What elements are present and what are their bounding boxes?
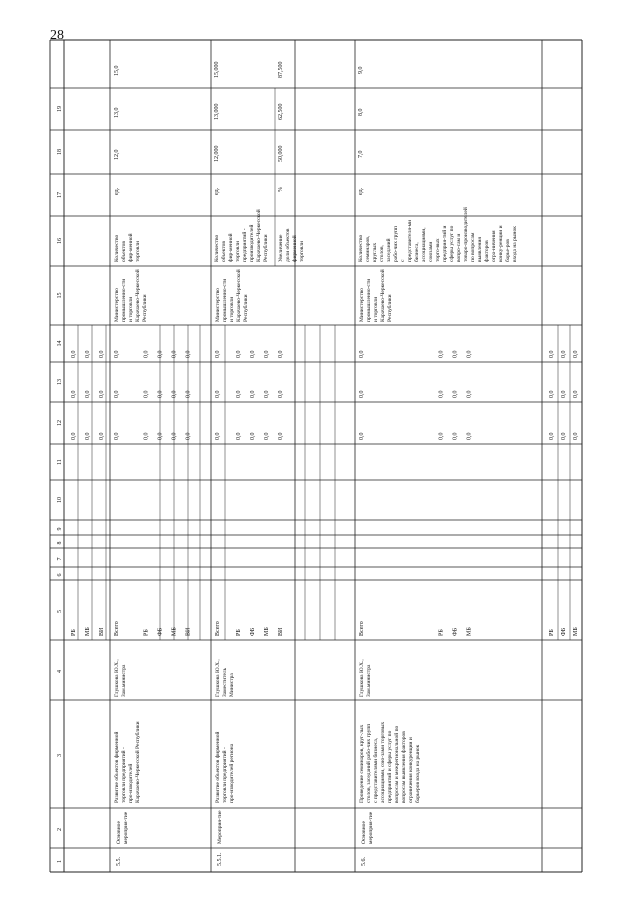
value-zero: 0,0 [452, 390, 459, 398]
source-code: ВИ [278, 627, 284, 636]
target-value: 13,0 [114, 107, 120, 118]
value-zero: 0,0 [573, 350, 579, 358]
column-number: 1 [57, 860, 63, 863]
source-code: Всего [215, 621, 221, 636]
value-zero: 0,0 [278, 432, 284, 440]
value-zero: 0,0 [114, 432, 120, 440]
column-number: 10 [57, 497, 63, 503]
source-code: РБ [549, 629, 555, 636]
value-zero: 0,0 [573, 390, 579, 398]
source-code: ФБ [561, 627, 567, 636]
value-zero: 0,0 [561, 350, 567, 358]
column-number: 9 [57, 527, 63, 531]
column-number: 11 [57, 459, 63, 465]
value-zero: 0,0 [143, 390, 150, 398]
target-value: 13,000 [214, 103, 220, 120]
unit: ед. [114, 187, 120, 195]
target-value: 12,000 [214, 145, 220, 162]
value-zero: 0,0 [250, 432, 256, 440]
source-code: ВИ [99, 627, 105, 636]
column-number: 19 [57, 106, 63, 112]
value-zero: 0,0 [561, 390, 567, 398]
source-code: ФБ [452, 627, 459, 636]
source-code: МБ [171, 627, 178, 636]
source-code: Всего [114, 621, 120, 636]
value-zero: 0,0 [452, 432, 459, 440]
value-zero: 0,0 [264, 432, 270, 440]
value-zero: 0,0 [236, 350, 242, 358]
value-zero: 0,0 [438, 390, 445, 398]
value-zero: 0,0 [99, 432, 105, 440]
row-title: Развитие объектов фирменнойторговли предприятий -про-изводителейКарачаево-Черкесской Республики [114, 721, 141, 803]
value-zero: 0,0 [264, 350, 270, 358]
value-zero: 0,0 [185, 390, 192, 398]
value-zero: 0,0 [359, 350, 365, 358]
unit: ед. [214, 187, 220, 195]
source-code: РБ [438, 629, 445, 636]
column-number: 8 [57, 541, 63, 545]
value-zero: 0,0 [99, 350, 105, 358]
value-zero: 0,0 [171, 432, 178, 440]
target-value: 87,500 [278, 61, 284, 78]
row-kind: Основноемероприя-тие [361, 811, 374, 844]
indicator: Количествообъектовфир-меннойторговлипредприятий -производителейКарачаево-ЧеркесскойРеспублики [214, 209, 269, 262]
target-value: 15,000 [214, 61, 220, 78]
value-zero: 0,0 [71, 350, 77, 358]
target-value: 9,0 [358, 66, 364, 74]
value-zero: 0,0 [438, 432, 445, 440]
source-code: Всего [359, 621, 365, 636]
value-zero: 0,0 [250, 390, 256, 398]
row-executor: Министерствопромышленно-стии торговлиКарачаево-ЧеркесскойРеспублики [215, 269, 249, 322]
column-number: 2 [57, 828, 63, 831]
target-value: 12,0 [114, 149, 120, 160]
table-grid [50, 40, 582, 872]
column-number: 16 [57, 238, 63, 244]
unit: ед. [358, 187, 364, 195]
column-number: 12 [57, 420, 63, 426]
row-code: 5.5. [116, 857, 122, 866]
target-value: 50,000 [278, 145, 284, 162]
column-number: 4 [57, 670, 63, 673]
value-zero: 0,0 [171, 350, 178, 358]
value-zero: 0,0 [143, 432, 150, 440]
row-code: 5.6. [361, 857, 367, 866]
value-zero: 0,0 [264, 390, 270, 398]
value-zero: 0,0 [466, 390, 473, 398]
value-zero: 0,0 [114, 390, 120, 398]
target-value: 8,0 [358, 108, 364, 116]
row-kind: Мероприя-тие [217, 810, 223, 844]
table-text [57, 62, 579, 867]
value-zero: 0,0 [171, 390, 178, 398]
target-value: 62,500 [278, 103, 284, 120]
row-responsible: Глушкова Ю.Х.,Зам.министра [114, 659, 127, 697]
source-code: МБ [264, 627, 270, 636]
value-zero: 0,0 [549, 350, 555, 358]
source-code: РБ [143, 629, 150, 636]
row-responsible: Глушкова Ю.Х.,Зам.министра [359, 659, 372, 697]
value-zero: 0,0 [157, 350, 164, 358]
indicator: Количествообъектовфир-меннойторговли [114, 233, 141, 262]
unit: % [278, 187, 284, 192]
source-code: МБ [85, 627, 91, 636]
row-responsible: Глушкова Ю.Х.,ЗаместительМинистра [215, 659, 235, 697]
column-number: 7 [57, 557, 63, 561]
value-zero: 0,0 [215, 390, 221, 398]
value-zero: 0,0 [236, 390, 242, 398]
value-zero: 0,0 [466, 432, 473, 440]
value-zero: 0,0 [99, 390, 105, 398]
value-zero: 0,0 [71, 432, 77, 440]
source-code: МБ [466, 627, 473, 636]
column-number: 15 [57, 292, 63, 299]
value-zero: 0,0 [185, 350, 192, 358]
row-title: Проведение семинаров, круг-лыхстолов, заседаний рабо-чих группс представителями бизнеса,ассоциациями, сою-зами торговыхпредприятий и сферы услуг повопросам и межрегиональной повопросам выявления факторовограничения конкуренции ибарьеров входа на рынок [359, 721, 421, 803]
value-zero: 0,0 [71, 390, 77, 398]
column-number: 17 [57, 192, 63, 198]
target-value: 7,0 [358, 150, 364, 158]
value-zero: 0,0 [278, 390, 284, 398]
value-zero: 0,0 [114, 350, 120, 358]
value-zero: 0,0 [85, 432, 91, 440]
source-code: ФБ [157, 627, 164, 636]
indicator: Увеличениедоли объектовфирменнойторговли [278, 228, 305, 262]
value-zero: 0,0 [143, 350, 150, 358]
column-number: 13 [57, 379, 63, 385]
value-zero: 0,0 [561, 432, 567, 440]
value-zero: 0,0 [549, 390, 555, 398]
value-zero: 0,0 [452, 350, 459, 358]
value-zero: 0,0 [359, 432, 365, 440]
value-zero: 0,0 [549, 432, 555, 440]
value-zero: 0,0 [250, 350, 256, 358]
column-number: 6 [57, 573, 63, 577]
row-kind: Основноемероприя-тие [116, 811, 129, 844]
source-code: РБ [236, 629, 242, 636]
source-code: ВИ [185, 627, 192, 636]
value-zero: 0,0 [278, 350, 284, 358]
target-value: 15,0 [114, 65, 120, 76]
value-zero: 0,0 [215, 350, 221, 358]
value-zero: 0,0 [185, 432, 192, 440]
column-number: 3 [57, 754, 63, 757]
value-zero: 0,0 [359, 390, 365, 398]
value-zero: 0,0 [573, 432, 579, 440]
source-code: РБ [71, 629, 77, 636]
value-zero: 0,0 [438, 350, 445, 358]
value-zero: 0,0 [85, 350, 91, 358]
column-number: 18 [57, 149, 63, 155]
page-number: 28 [50, 28, 64, 43]
source-code: МБ [573, 627, 579, 636]
column-number: 14 [57, 340, 63, 347]
row-executor: Министерствопромышленно-стии торговлиКарачаево-ЧеркесскойРеспублики [359, 269, 393, 322]
value-zero: 0,0 [466, 350, 473, 358]
value-zero: 0,0 [157, 390, 164, 398]
column-number: 5 [57, 610, 63, 613]
value-zero: 0,0 [85, 390, 91, 398]
value-zero: 0,0 [157, 432, 164, 440]
row-executor: Министерствопромышленно-стии торговлиКарачаево-ЧеркесскойРеспублики [114, 269, 148, 322]
value-zero: 0,0 [215, 432, 221, 440]
row-code: 5.5.1. [217, 852, 223, 866]
source-code: ФБ [250, 627, 256, 636]
row-title: Развитие объектов фирменнойторговли предприятий -про-изводителей региона [215, 731, 235, 803]
indicator: Количествосеминаров,круглыхстолов,заседанийрабо-чих группспредставителя-мибизнеса,ассоциациями,союзамиторго-выхпредприя-тий исферы услуг повопро-сам итоваро-производителейпо вопросамвыявленияфакторовогра-ниченияконку-ренции ибарье-роввхода на рынок [358, 207, 518, 262]
value-zero: 0,0 [236, 432, 242, 440]
